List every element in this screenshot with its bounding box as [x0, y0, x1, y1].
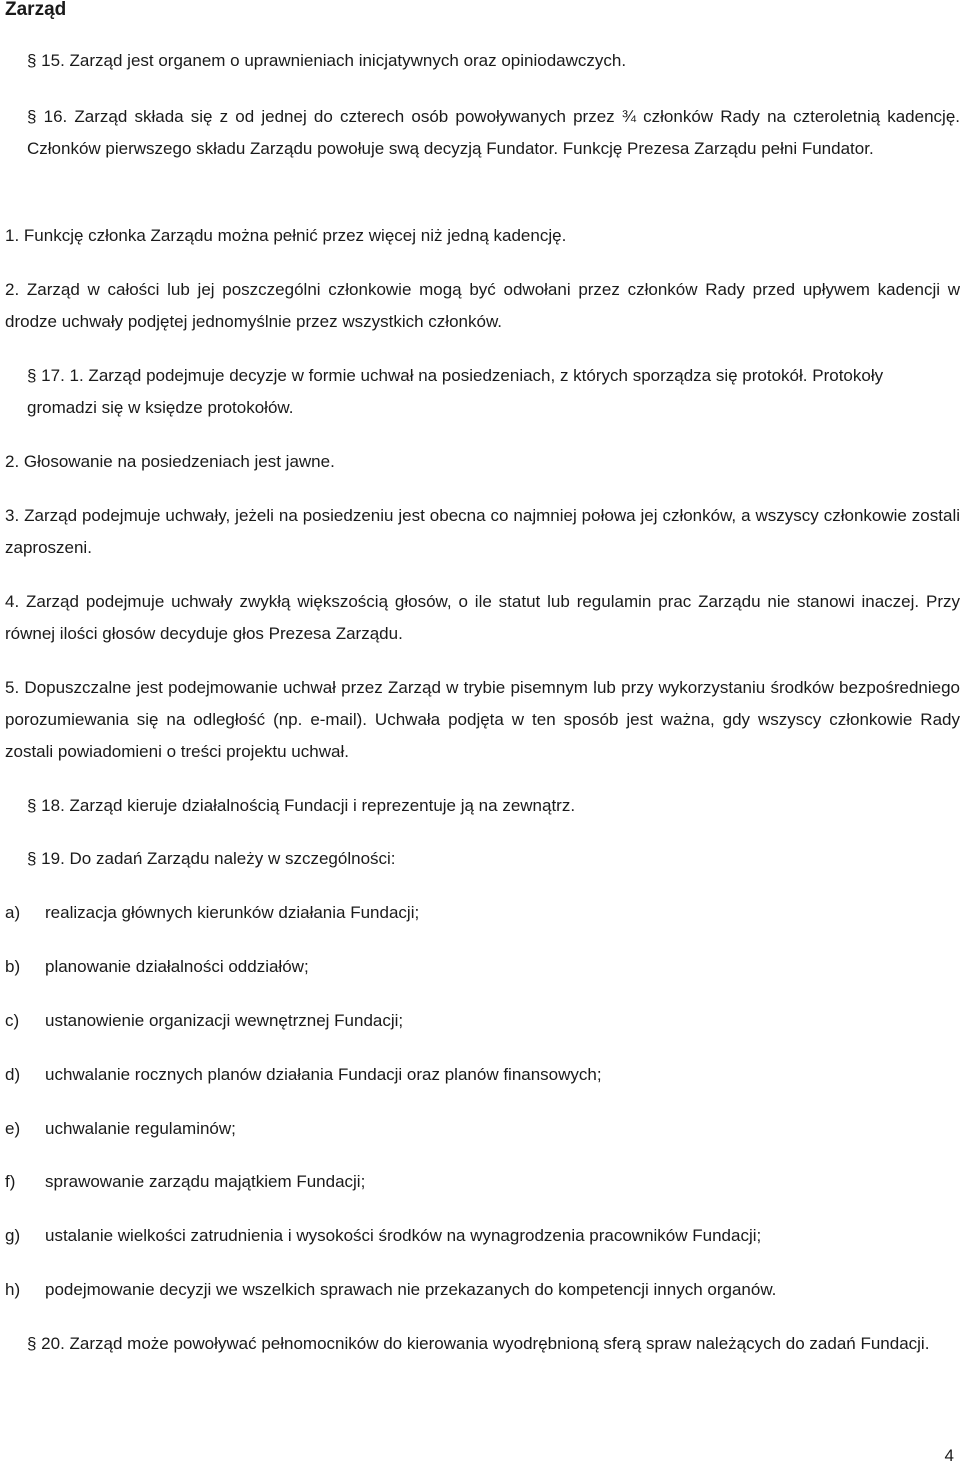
paragraph-15: § 15. Zarząd jest organem o uprawnieniach inicjatywnych oraz opiniodawczych. [27, 51, 627, 70]
paragraph-17-4: 4. Zarząd podejmuje uchwały zwykłą większością głosów, o ile statut lub regulamin prac Zarządu nie stanowi inaczej. Przy równej ilości głosów decyduje głos Prezesa Zarządu. [5, 592, 960, 643]
paragraph-17-5: 5. Dopuszczalne jest podejmowanie uchwał przez Zarząd w trybie pisemnym lub przy wykorzystaniu środków bezpośredniego porozumiewania się na odległość (np. e-mail). Uchwała podjęta w ten sposób jest ważna, gdy wszyscy członkowie Rady zostali powiadomieni o treści projektu uchwał. [5, 678, 960, 761]
list-item-label: h) [5, 1280, 21, 1299]
list-item-text: planowanie działalności oddziałów; [45, 957, 309, 976]
list-item [5, 897, 960, 929]
list-item [5, 1166, 960, 1198]
section-heading: Zarząd [5, 0, 67, 20]
list-item [5, 1059, 960, 1091]
list-item-label: a) [5, 903, 21, 922]
list-item-text: podejmowanie decyzji we wszelkich sprawach nie przekazanych do kompetencji innych organów. [45, 1280, 777, 1299]
page-number: 4 [944, 1446, 954, 1465]
paragraph-17-2: 2. Głosowanie na posiedzeniach jest jawne. [5, 452, 335, 471]
paragraph-17-1: § 17. 1. Zarząd podejmuje decyzje w formie uchwał na posiedzeniach, z których sporządza się protokół. Protokoły gromadzi się w księdze protokołów. [27, 366, 884, 417]
list-item [5, 1274, 960, 1306]
list-item [5, 951, 960, 983]
list-item [5, 1220, 960, 1252]
paragraph-18: § 18. Zarząd kieruje działalnością Fundacji i reprezentuje ją na zewnątrz. [27, 796, 576, 815]
list-item [5, 1005, 960, 1037]
list-item-label: b) [5, 957, 21, 976]
list-item-text: ustalanie wielkości zatrudnienia i wysokości środków na wynagrodzenia pracowników Fundacji; [45, 1226, 762, 1245]
list-item-text: realizacja głównych kierunków działania Fundacji; [45, 903, 420, 922]
list-item-text: ustanowienie organizacji wewnętrznej Fundacji; [45, 1011, 404, 1030]
paragraph-16: § 16. Zarząd składa się z od jednej do czterech osób powoływanych przez ¾ członków Rady na czteroletnią kadencję. Członków pierwszego składu Zarządu powołuje swą decyzją Fundator. Funkcję Prezesa Zarządu pełni Fundator. [27, 107, 960, 158]
paragraph-19: § 19. Do zadań Zarządu należy w szczególności: [27, 849, 396, 868]
list-item-text: uchwalanie regulaminów; [45, 1119, 236, 1138]
list-item-label: d) [5, 1065, 21, 1084]
list-item-label: e) [5, 1119, 21, 1138]
list-item-label: c) [5, 1011, 20, 1030]
paragraph-16-1: 1. Funkcję członka Zarządu można pełnić przez więcej niż jedną kadencję. [5, 226, 567, 245]
list-item-label: g) [5, 1226, 21, 1245]
list-item-label: f) [5, 1172, 16, 1191]
list-item-text: sprawowanie zarządu majątkiem Fundacji; [45, 1172, 366, 1191]
paragraph-20: § 20. Zarząd może powoływać pełnomocników do kierowania wyodrębnioną sferą spraw należących do zadań Fundacji. [27, 1334, 930, 1353]
paragraph-16-2: 2. Zarząd w całości lub jej poszczególni członkowie mogą być odwołani przez członków Rady przed upływem kadencji w drodze uchwały podjętej jednomyślnie przez wszystkich członków. [5, 280, 960, 331]
paragraph-17-3: 3. Zarząd podejmuje uchwały, jeżeli na posiedzeniu jest obecna co najmniej połowa jej członków, a wszyscy członkowie zostali zaproszeni. [5, 506, 960, 557]
list-item [5, 1113, 960, 1145]
list-item-text: uchwalanie rocznych planów działania Fundacji oraz planów finansowych; [45, 1065, 602, 1084]
